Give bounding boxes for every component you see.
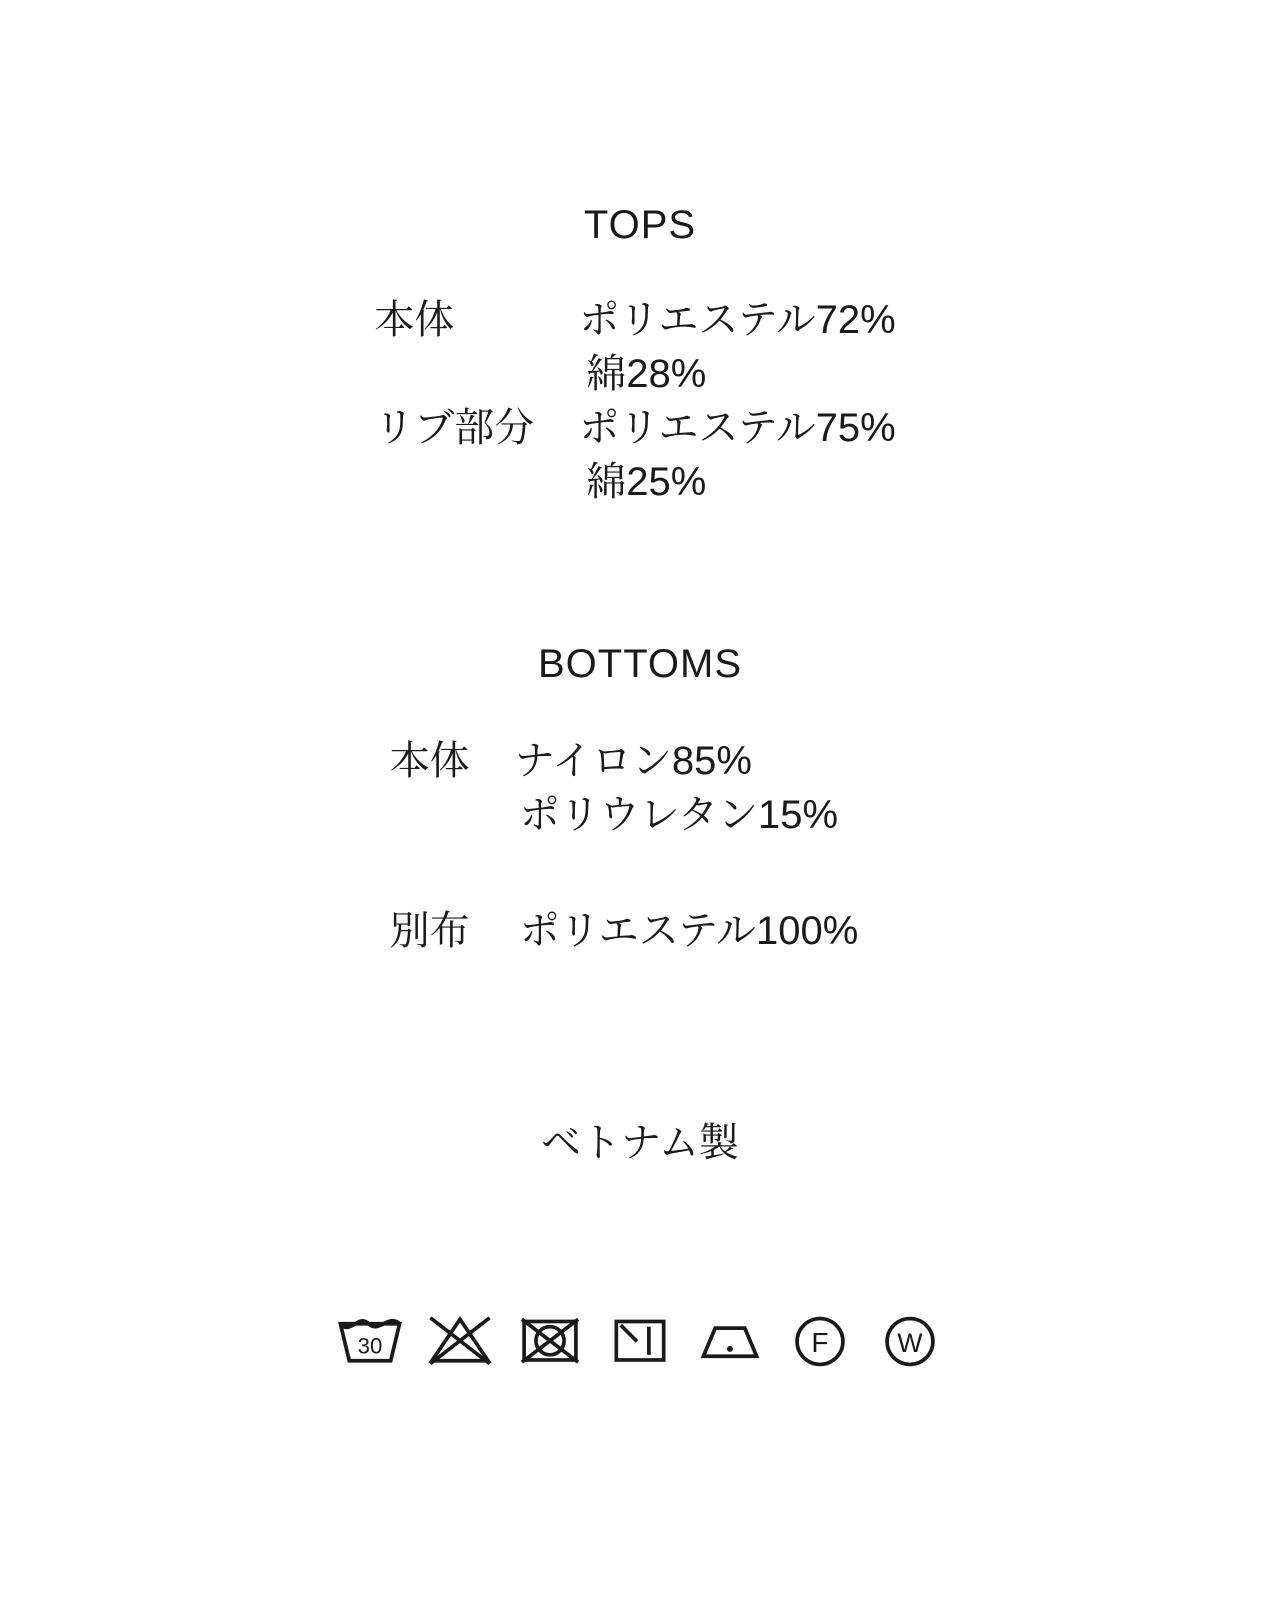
iron-low-heat-icon: [693, 1303, 767, 1377]
composition-row: [390, 904, 859, 958]
origin-text: ベトナム製: [541, 1121, 739, 1165]
do-not-tumble-dry-icon: [513, 1303, 587, 1377]
composition-label: 本体: [374, 298, 455, 342]
bottoms-composition: [390, 734, 859, 842]
composition-value: ポリエステル75%: [579, 406, 896, 450]
machine-wash-30-icon: [333, 1303, 407, 1377]
composition-value: ナイロン85%: [514, 739, 752, 783]
dry-clean-letter-label: F: [811, 1326, 829, 1358]
composition-row: [374, 401, 895, 455]
wet-clean-letter-label: W: [897, 1327, 923, 1358]
composition-row: [390, 734, 752, 788]
bottoms-heading: BOTTOMS: [537, 642, 743, 686]
composition-value: ポリエステル100%: [519, 909, 859, 953]
bottoms-extra-composition: [390, 904, 859, 958]
wash-temperature-label: 30: [357, 1333, 383, 1359]
composition-value: 綿25%: [586, 460, 707, 504]
composition-label: リブ部分: [374, 406, 535, 450]
composition-row: [374, 293, 895, 347]
care-symbol-row: [333, 1303, 947, 1377]
tops-composition: [374, 293, 895, 509]
dry-clean-petroleum-f-icon: [783, 1303, 857, 1377]
composition-value: 綿28%: [586, 352, 707, 396]
do-not-bleach-icon: [423, 1303, 497, 1377]
composition-value: ポリウレタン15%: [519, 793, 839, 837]
tops-section: [374, 203, 896, 509]
tops-heading: TOPS: [583, 203, 697, 247]
composition-row: [390, 788, 838, 842]
composition-label: 本体: [389, 739, 470, 783]
drip-dry-in-shade-icon: [603, 1303, 677, 1377]
composition-row: [374, 455, 706, 509]
wet-clean-w-icon: [873, 1303, 947, 1377]
bottoms-section: [389, 642, 859, 958]
composition-value: ポリエステル72%: [579, 298, 896, 342]
composition-row: [374, 347, 706, 401]
composition-label: 別布: [389, 909, 470, 953]
